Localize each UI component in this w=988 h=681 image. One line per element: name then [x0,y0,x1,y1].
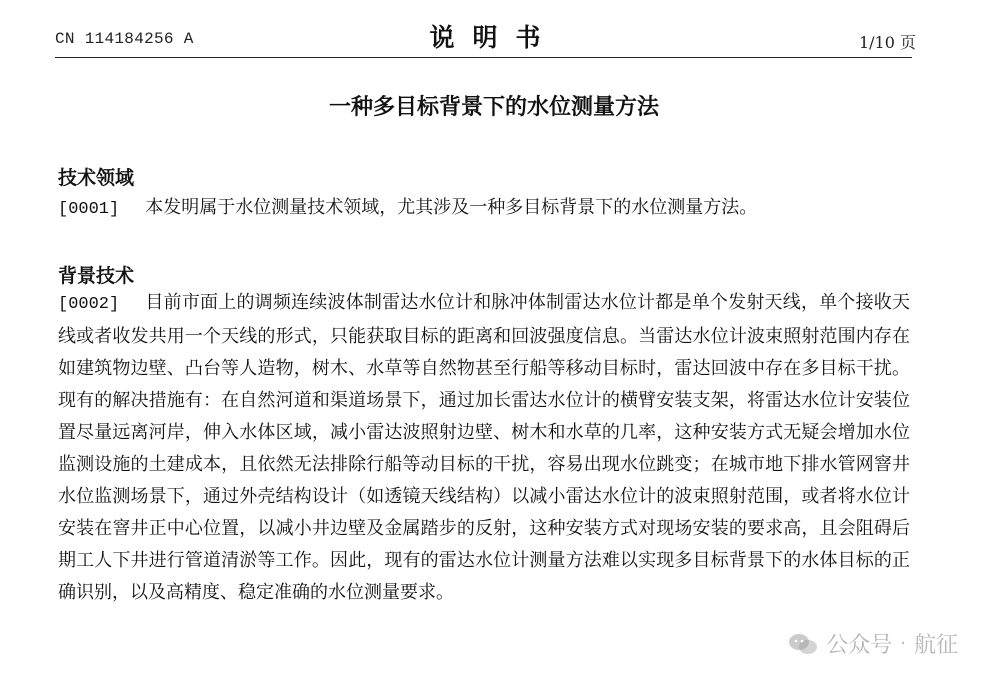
page-indicator: 1/10 页 [858,33,916,52]
section-heading-technical-field: 技术领域 [58,167,135,189]
section-heading-background: 背景技术 [58,265,135,287]
paragraph-text: 本发明属于水位测量技术领域，尤其涉及一种多目标背景下的水位测量方法。 [145,197,758,218]
watermark-separator: · [900,633,906,654]
paragraph-number: [0001] [58,200,120,219]
paragraph-text: 目前市面上的调频连续波体制雷达水位计和脉冲体制雷达水位计都是单个发射天线，单个接收天线或者收发共用一个天线的形式，只能获取目标的距离和回波强度信息。当雷达水位计波束照射范围内存在如建筑物边壁、凸台等人造物，树木、水草等自然物甚至行船等移动目标时，雷达回波中存在多目标干扰。现有的解决措施有：在自然河道和渠道场景下，通过加长雷达水位计的横臂安装支架，将雷达水位计安装位置尽量远离河岸，伸入水体区域，减小雷达波照射边壁、树木和水草的几率，这种安装方式无疑会增加水位监测设施的土建成本，且依然无法排除行船等动目标的干扰，容易出现水位跳变；在城市地下排水管网窨井水位监测场景下，通过外壳结构设计（如透镜天线结构）以减小雷达水位计的波束照射范围，或者将水位计安装在窨井正中心位置，以减小井边壁及金属踏步的反射，这种安装方式对现场安装的要求高，且会阻碍后期工人下井进行管道清淤等工作。因此，现有的雷达水位计测量方法难以实现多目标背景下的水体目标的正确识别，以及高精度、稳定准确的水位测量要求。 [58,292,910,603]
watermark [788,628,958,659]
invention-title: 一种多目标背景下的水位测量方法 [328,95,659,120]
header-divider [55,57,912,58]
paragraph-0002 [58,287,910,609]
wechat-icon [788,632,818,656]
watermark-source: 公众号 [826,633,893,658]
paragraph-number: [0002] [58,295,120,314]
patent-number: CN 114184256 A [55,30,194,48]
document-type-heading: 说明书 [429,23,559,52]
watermark-author: 航征 [913,633,958,658]
paragraph-0001 [58,192,910,226]
